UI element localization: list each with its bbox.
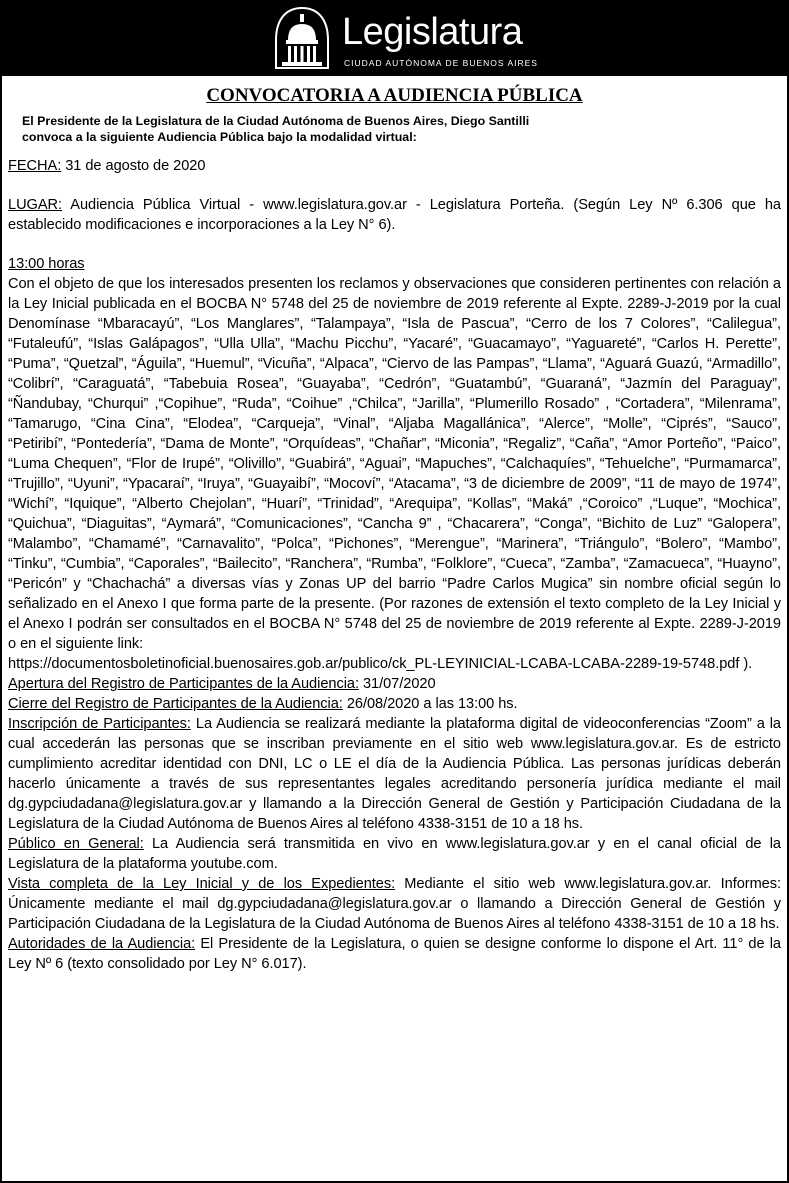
cierre-paragraph: [8, 694, 781, 714]
lugar-value: Audiencia Pública Virtual - www.legislatura.gov.ar - Legislatura Porteña. (Según Ley Nº 6.306 que ha establecido modificaciones e incorporaciones a la Ley N° 6).: [8, 197, 781, 233]
header-banner: [2, 0, 787, 76]
publico-paragraph: [8, 834, 781, 874]
vista-label: Vista completa de la Ley Inicial y de los Expedientes:: [8, 876, 396, 892]
cierre-label: Cierre del Registro de Participantes de la Audiencia:: [8, 696, 343, 712]
legislatura-building-icon: [274, 6, 330, 70]
boletin-link[interactable]: https://documentosboletinoficial.buenosaires.gob.ar/publico/ck_PL-LEYINICIAL-LCABA-LCABA-2289-19-5748.pdf ).: [8, 656, 753, 672]
apertura-value: 31/07/2020: [358, 676, 436, 692]
cierre-value: 26/08/2020 a las 13:00 hs.: [342, 696, 518, 712]
page-title: CONVOCATORIA A AUDIENCIA PÚBLICA: [206, 85, 583, 106]
logo-name: Legislatura: [342, 11, 523, 53]
fecha-value: 31 de agosto de 2020: [61, 158, 206, 174]
intro-line-1: El Presidente de la Legislatura de la Ciudad Autónoma de Buenos Aires, Diego Santilli: [22, 114, 530, 128]
hora-heading: 13:00 horas: [8, 256, 85, 272]
intro-line-2: convoca a la siguiente Audiencia Pública bajo la modalidad virtual:: [22, 130, 417, 144]
autoridades-label: Autoridades de la Audiencia:: [8, 936, 196, 952]
publico-value: La Audiencia será transmitida en vivo en www.legislatura.gov.ar y en el canal oficial de la Legislatura de la plataforma youtube.com.: [8, 836, 781, 872]
intro-text: [22, 113, 787, 145]
fecha-paragraph: [8, 156, 781, 176]
autoridades-paragraph: [8, 934, 781, 974]
inscripcion-label: Inscripción de Participantes:: [8, 716, 191, 732]
lugar-label: LUGAR:: [8, 197, 63, 213]
inscripcion-value: La Audiencia se realizará mediante la plataforma digital de videoconferencias “Zoom” a la cual accederán las personas que se inscriban previamente en el sitio web www.legislatura.gov.ar. Es de estricto cumplimiento acreditar identidad con DNI, LC o LE el día de la Audiencia Pública. Las personas jurídicas deberán hacerlo únicamente a través de sus representantes legales acreditando personería jurídica mediante el mail dg.gypciudadana@legislatura.gov.ar y llamando a la Dirección General de Gestión y Participación Ciudadana de la Legislatura de la Ciudad Autónoma de Buenos Aires al teléfono 4338-3151 de 10 a 18 hs.: [8, 716, 781, 832]
document-body: [2, 156, 787, 974]
apertura-paragraph: [8, 674, 781, 694]
apertura-label: Apertura del Registro de Participantes de la Audiencia:: [8, 676, 359, 692]
publico-label: Público en General:: [8, 836, 144, 852]
fecha-label: FECHA:: [8, 158, 62, 174]
autoridades-value: El Presidente de la Legislatura, o quien se designe conforme lo dispone el Art. 11° de la Ley Nº 6 (texto consolidado por Ley N° 6.017).: [8, 936, 781, 972]
logo-subtitle: CIUDAD AUTÓNOMA DE BUENOS AIRES: [344, 58, 538, 68]
inscripcion-paragraph: [8, 714, 781, 834]
vista-paragraph: [8, 874, 781, 934]
lugar-paragraph: [8, 195, 781, 235]
vista-value: Mediante el sitio web www.legislatura.gov.ar. Informes: Únicamente mediante el mail dg.gypciudadana@legislatura.gov.ar o llamando a Dirección General de Gestión y Participación Ciudadana de la Legislatura de la Ciudad Autónoma de Buenos Aires al teléfono 4338-3151 de 10 a 18 hs.: [8, 876, 782, 932]
objeto-paragraph: Con el objeto de que los interesados presenten los reclamos y observaciones que consideren pertinentes con relación a la Ley Inicial publicada en el BOCBA N° 5748 del 25 de noviembre de 2019 referente al Expte. 2289-J-2019 por la cual Denomínase “Mbaracayú”, “Los Manglares”, “Talampaya”, “Isla de Pascua”, “Cerro de los 7 Colores”, “Calilegua”, “Futaleufú”, “Islas Galápagos”, “Ulla Ulla”, “Machu Picchu”, “Yacaré”, “Guacamayo”, “Yaguareté”, “Carlos H. Perette”, “Puma”, “Quetzal”, “Águila”, “Huemul”, “Vicuña”, “Alpaca”, “Ciervo de las Pampas”, “Llama”, “Aguará Guazú, “Armadillo”, “Colibrí”, “Caraguatá”, “Tabebuia Rosea”, “Guayaba”, “Cedrón”, “Guatambú”, “Guaraná”, “Jazmín del Paraguay”, “Ñandubay, “Churqui” ,“Copihue”, “Ruda”, “Coihue” ,“Chilca”, “Jarilla”, “Plumerillo Rosado” , “Cortadera”, “Milenrama”, “Tamarugo, “Cina Cina”, “Elodea”, “Carqueja”, “Vinal”, “Aljaba Magallánica”, “Alerce”, “Molle”, “Ciprés”, “Sauco”, “Petiribí”, “Pontedería”, “Dama de Monte”, “Orquídeas”, “Chañar”, “Miconia”, “Regaliz”, “Caña”, “Amor Porteño”, “Paico”, “Luma Chequen”, “Flor de Irupé”, “Olivillo”, “Guabirá”, “Aguai”, “Mapuches”, “Calchaquíes”, “Tehuelche”, “Purmamarca”, “Trujillo”, “Uyuni”, “Ypacaraí”, “Iruya”, “Guayaibí”, “Mocoví”, “Atacama”, “3 de diciembre de 2009”, “11 de mayo de 1974”, “Wichí”, “Iquique”, “Alberto Chejolan”, “Huarí”, “Trinidad”, “Arequipa”, “Kollas”, “Maká” ,“Coroico” ,“Luque”, “Mochica”, “Quichua”, “Diaguitas”, “Aymará”, “Comunicaciones”, “Cancha 9” , “Chacarera”, “Conga”, “Bichito de Luz” “Galopera”, “Malambo”, “Chamamé”, “Carnavalito”, “Polca”, “Pichones”, “Merengue”, “Marinera”, “Triángulo”, “Bolero”, “Mambo”, “Tinku”, “Cumbia”, “Caporales”, “Bailecito”, “Ranchera”, “Rumba”, “Folklore”, “Cueca”, “Zamba”, “Zamacueca”, “Huayno”, “Pericón” y “Chachachá” a diversas vías y Zonas UP del barrio “Padre Carlos Mugica” sin nombre oficial según lo señalizado en el Anexo I que forma parte de la presente. (Por razones de extensión el texto completo de la Ley Inicial y el Anexo I podrán ser consultados en el BOCBA N° 5748 del 25 de noviembre de 2019 referente al Expte. 2289-J-2019 o en el siguiente link:: [8, 276, 781, 652]
